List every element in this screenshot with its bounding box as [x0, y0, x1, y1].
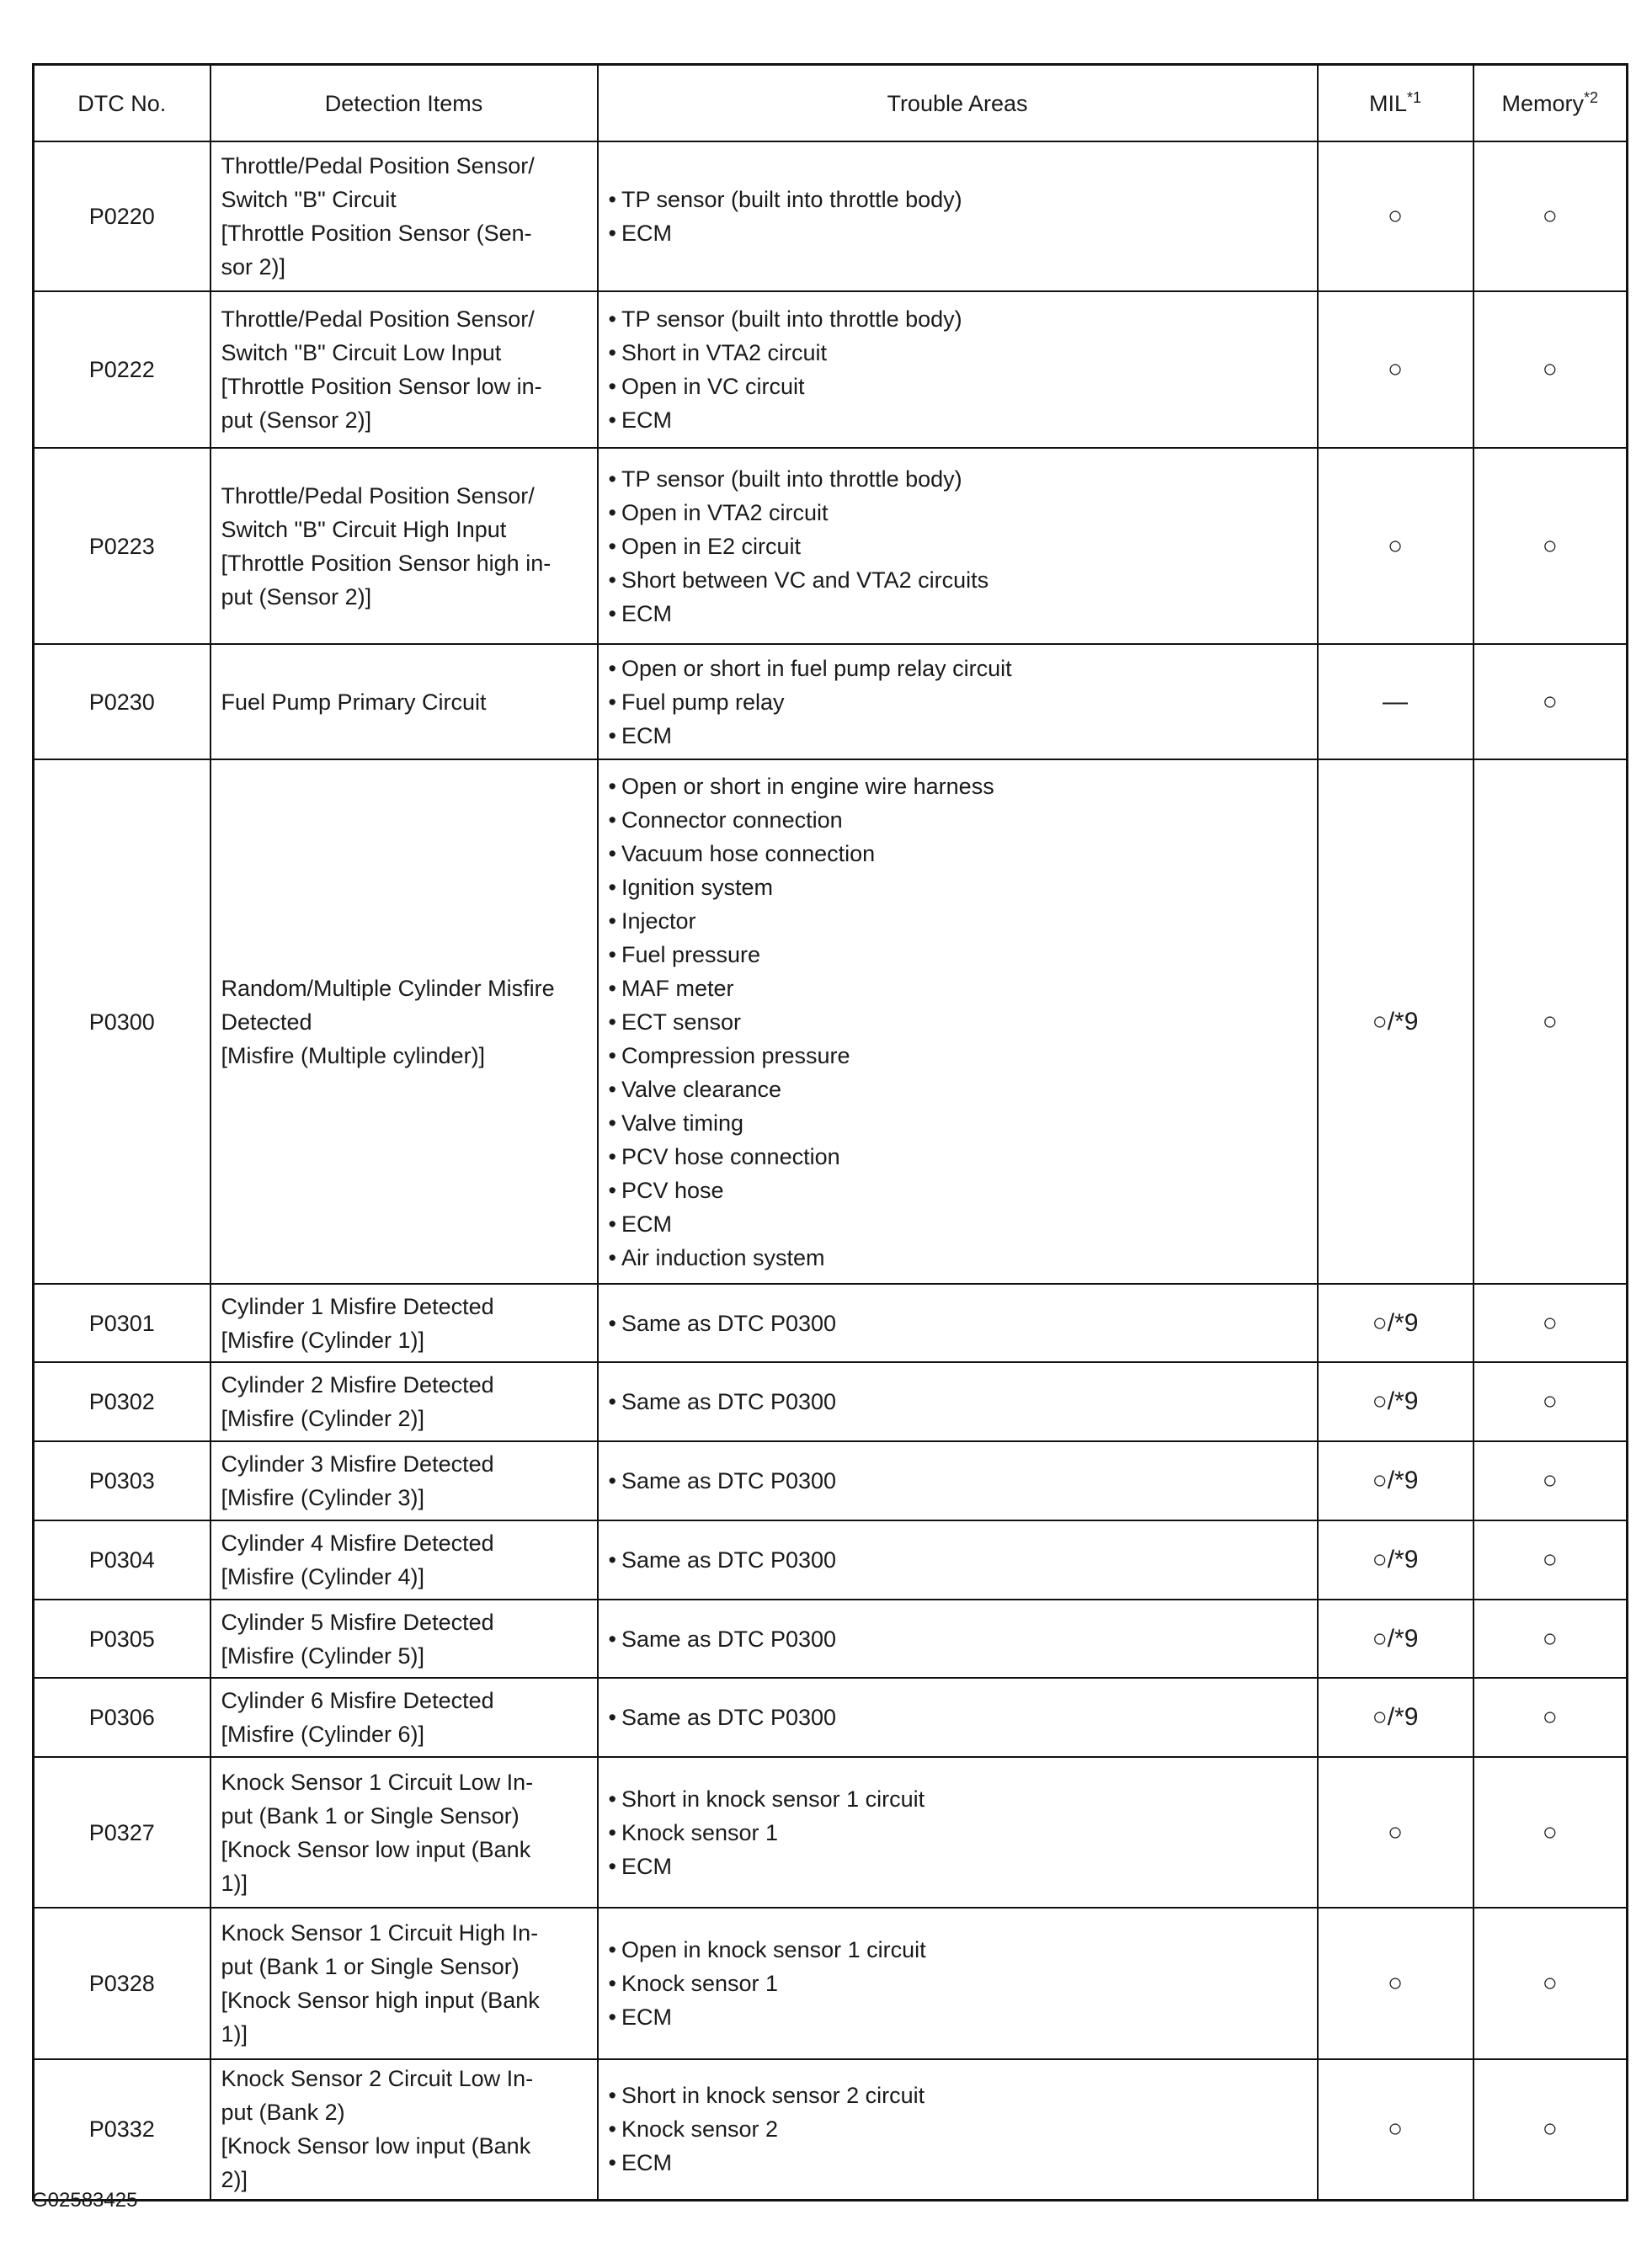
mil-status: [1318, 1757, 1473, 1908]
memory-status: [1473, 448, 1628, 644]
dtc-code: P0305: [34, 1600, 210, 1678]
memory-mark: ○: [1542, 2115, 1558, 2143]
mil-status: [1318, 1678, 1473, 1757]
trouble-area-item: • Short in VTA2 circuit: [609, 336, 1307, 370]
header-trouble-label: Trouble Areas: [887, 90, 1028, 116]
detection-line: put (Sensor 2)]: [221, 583, 372, 610]
trouble-areas: [598, 1362, 1318, 1441]
detection-item: [210, 1441, 598, 1520]
trouble-area-item: • Valve clearance: [609, 1073, 1307, 1106]
mil-mark: ○/*9: [1372, 1007, 1419, 1036]
trouble-area-list: [609, 462, 1307, 631]
table-row: [34, 141, 1628, 291]
trouble-area-item: • Injector: [609, 904, 1307, 938]
dtc-code: P0301: [34, 1284, 210, 1362]
detection-item: [210, 1284, 598, 1362]
trouble-area-item: • Short in knock sensor 2 circuit: [609, 2079, 1307, 2112]
dtc-code: P0220: [34, 141, 210, 291]
detection-line: put (Sensor 2)]: [221, 407, 372, 433]
trouble-area-item: • Same as DTC P0300: [609, 1307, 1307, 1340]
header-mil: [1318, 65, 1473, 142]
memory-status: [1473, 759, 1628, 1284]
trouble-area-item: • MAF meter: [609, 972, 1307, 1005]
table-row: [34, 291, 1628, 448]
trouble-area-item: • TP sensor (built into throttle body): [609, 183, 1307, 216]
detection-line: Random/Multiple Cylinder Misfire: [221, 975, 555, 1001]
trouble-area-item: • Short between VC and VTA2 circuits: [609, 563, 1307, 597]
mil-status: [1318, 1908, 1473, 2059]
detection-line: Cylinder 1 Misfire Detected: [221, 1293, 494, 1319]
dtc-code: P0306: [34, 1678, 210, 1757]
dtc-table: [32, 63, 1628, 2201]
detection-line: [Knock Sensor low input (Bank: [221, 1836, 531, 1862]
memory-mark: ○: [1542, 531, 1558, 560]
memory-mark: ○: [1542, 1969, 1558, 1997]
trouble-area-list: [609, 1933, 1307, 2034]
trouble-area-list: [609, 769, 1307, 1275]
detection-line: put (Bank 1 or Single Sensor): [221, 1802, 520, 1829]
header-memory-footnote: *2: [1584, 88, 1599, 106]
trouble-area-item: • Knock sensor 1: [609, 1967, 1307, 2000]
memory-mark: ○: [1542, 1703, 1558, 1731]
trouble-areas: [598, 644, 1318, 759]
trouble-areas: [598, 1908, 1318, 2059]
trouble-areas: [598, 1520, 1318, 1600]
detection-item: [210, 1908, 598, 2059]
trouble-area-item: • Open in VC circuit: [609, 370, 1307, 403]
memory-status: [1473, 291, 1628, 448]
trouble-areas: [598, 291, 1318, 448]
mil-status: [1318, 141, 1473, 291]
trouble-area-item: • ECM: [609, 216, 1307, 250]
memory-status: [1473, 1600, 1628, 1678]
trouble-area-item: • Same as DTC P0300: [609, 1543, 1307, 1577]
memory-mark: ○: [1542, 202, 1558, 230]
trouble-area-item: • Short in knock sensor 1 circuit: [609, 1782, 1307, 1816]
trouble-area-item: • Same as DTC P0300: [609, 1464, 1307, 1498]
detection-item: [210, 759, 598, 1284]
header-dtc-label: DTC No.: [77, 90, 167, 116]
memory-status: [1473, 1441, 1628, 1520]
mil-mark: ○/*9: [1372, 1624, 1419, 1653]
detection-line: Switch "B" Circuit High Input: [221, 516, 507, 542]
trouble-area-item: • ECM: [609, 2000, 1307, 2034]
dtc-code: P0332: [34, 2059, 210, 2200]
table-row: [34, 1362, 1628, 1441]
detection-item: [210, 1520, 598, 1600]
trouble-areas: [598, 1284, 1318, 1362]
dtc-code: P0300: [34, 759, 210, 1284]
table-row: [34, 759, 1628, 1284]
detection-line: Switch "B" Circuit Low Input: [221, 340, 502, 365]
trouble-area-list: [609, 302, 1307, 437]
detection-item: [210, 1362, 598, 1441]
detection-line: Cylinder 4 Misfire Detected: [221, 1531, 494, 1556]
trouble-areas: [598, 448, 1318, 644]
detection-line: [Misfire (Cylinder 5)]: [221, 1642, 425, 1669]
mil-mark: ○/*9: [1372, 1387, 1419, 1415]
mil-mark: ○: [1387, 2115, 1404, 2143]
memory-mark: ○: [1542, 1308, 1558, 1337]
header-detection-label: Detection Items: [324, 90, 483, 116]
figure-id: G02583425: [32, 2189, 138, 2212]
trouble-areas: [598, 2059, 1318, 2200]
detection-line: [Throttle Position Sensor low in-: [221, 374, 542, 399]
memory-status: [1473, 1757, 1628, 1908]
mil-status: [1318, 2059, 1473, 2200]
trouble-area-item: • Fuel pressure: [609, 938, 1307, 972]
trouble-area-item: • TP sensor (built into throttle body): [609, 302, 1307, 336]
detection-line: [Misfire (Cylinder 6)]: [221, 1722, 425, 1747]
dtc-code: P0223: [34, 448, 210, 644]
trouble-area-item: • Air induction system: [609, 1241, 1307, 1275]
table-body: [34, 141, 1628, 2200]
trouble-area-item: • ECM: [609, 597, 1307, 631]
header-dtc: [34, 65, 210, 142]
trouble-area-item: • ECT sensor: [609, 1005, 1307, 1039]
detection-item: [210, 644, 598, 759]
trouble-area-item: • Ignition system: [609, 870, 1307, 904]
detection-line: [Misfire (Cylinder 1)]: [221, 1327, 425, 1353]
memory-mark: ○: [1542, 1387, 1558, 1415]
detection-line: 1)]: [221, 1870, 248, 1896]
memory-status: [1473, 141, 1628, 291]
detection-item: [210, 291, 598, 448]
detection-line: 2)]: [221, 2167, 248, 2193]
mil-mark: ○/*9: [1372, 1546, 1419, 1573]
trouble-areas: [598, 1441, 1318, 1520]
trouble-area-item: • Compression pressure: [609, 1039, 1307, 1073]
trouble-area-item: • PCV hose: [609, 1174, 1307, 1207]
mil-mark: ○: [1387, 202, 1404, 230]
dtc-code: P0303: [34, 1441, 210, 1520]
dtc-code: P0230: [34, 644, 210, 759]
trouble-area-item: • Knock sensor 2: [609, 2112, 1307, 2146]
header-trouble: [598, 65, 1318, 142]
trouble-area-item: • Open in E2 circuit: [609, 530, 1307, 563]
trouble-area-item: • TP sensor (built into throttle body): [609, 462, 1307, 496]
detection-line: Knock Sensor 1 Circuit High In-: [221, 1920, 539, 1946]
memory-status: [1473, 1520, 1628, 1600]
table-row: [34, 1600, 1628, 1678]
detection-line: [Throttle Position Sensor high in-: [221, 550, 552, 576]
trouble-areas: [598, 141, 1318, 291]
detection-item: [210, 141, 598, 291]
detection-line: [Misfire (Cylinder 3)]: [221, 1485, 425, 1510]
mil-status: [1318, 1284, 1473, 1362]
mil-status: [1318, 644, 1473, 759]
trouble-area-item: • Open in knock sensor 1 circuit: [609, 1933, 1307, 1967]
trouble-area-item: • ECM: [609, 403, 1307, 437]
trouble-areas: [598, 1757, 1318, 1908]
trouble-area-item: • Open or short in fuel pump relay circuit: [609, 652, 1307, 685]
detection-item: [210, 1757, 598, 1908]
table-row: [34, 1908, 1628, 2059]
detection-line: Throttle/Pedal Position Sensor/: [221, 153, 535, 178]
detection-line: Knock Sensor 2 Circuit Low In-: [221, 2066, 534, 2092]
detection-line: Detected: [221, 1009, 312, 1035]
trouble-area-list: [609, 183, 1307, 250]
memory-mark: ○: [1542, 1007, 1558, 1036]
detection-line: Throttle/Pedal Position Sensor/: [221, 306, 535, 332]
memory-status: [1473, 2059, 1628, 2200]
mil-mark: ○/*9: [1372, 1308, 1419, 1337]
trouble-area-list: [609, 1307, 1307, 1340]
table-row: [34, 644, 1628, 759]
detection-line: put (Bank 2): [221, 2100, 345, 2126]
header-memory: [1473, 65, 1628, 142]
detection-item: [210, 2059, 598, 2200]
detection-item: [210, 448, 598, 644]
detection-line: Cylinder 3 Misfire Detected: [221, 1451, 494, 1477]
trouble-area-item: • ECM: [609, 2146, 1307, 2180]
trouble-area-list: [609, 1385, 1307, 1419]
memory-status: [1473, 1362, 1628, 1441]
mil-mark: ○/*9: [1372, 1467, 1419, 1494]
detection-line: Switch "B" Circuit: [221, 187, 397, 212]
trouble-area-item: • ECM: [609, 1850, 1307, 1883]
detection-line: [Knock Sensor high input (Bank: [221, 1988, 540, 2013]
dtc-code: P0327: [34, 1757, 210, 1908]
memory-status: [1473, 1678, 1628, 1757]
mil-status: [1318, 448, 1473, 644]
header-mil-label: MIL: [1368, 90, 1407, 116]
detection-line: sor 2)]: [221, 254, 286, 280]
table-row: [34, 1284, 1628, 1362]
mil-status: [1318, 291, 1473, 448]
memory-mark: ○: [1542, 1818, 1558, 1846]
trouble-area-item: • Open or short in engine wire harness: [609, 769, 1307, 803]
dtc-code: P0222: [34, 291, 210, 448]
detection-line: put (Bank 1 or Single Sensor): [221, 1954, 520, 1979]
dtc-code: P0328: [34, 1908, 210, 2059]
mil-mark: ○: [1387, 1818, 1404, 1846]
header-detection: [210, 65, 598, 142]
mil-mark: ○/*9: [1372, 1703, 1419, 1731]
trouble-area-list: [609, 652, 1307, 753]
trouble-area-item: • ECM: [609, 1207, 1307, 1241]
detection-line: Throttle/Pedal Position Sensor/: [221, 482, 535, 508]
trouble-area-item: • Fuel pump relay: [609, 685, 1307, 719]
detection-line: [Misfire (Cylinder 4)]: [221, 1564, 425, 1589]
trouble-area-list: [609, 1701, 1307, 1734]
memory-mark: ○: [1542, 1624, 1558, 1653]
table-row: [34, 2059, 1628, 2200]
trouble-area-item: • Same as DTC P0300: [609, 1622, 1307, 1656]
table-row: [34, 1757, 1628, 1908]
trouble-area-list: [609, 1543, 1307, 1577]
header-mil-footnote: *1: [1407, 88, 1422, 106]
mil-status: [1318, 1362, 1473, 1441]
trouble-area-item: • Connector connection: [609, 803, 1307, 837]
detection-line: [Knock Sensor low input (Bank: [221, 2133, 531, 2159]
header-row: [34, 65, 1628, 142]
table-row: [34, 1441, 1628, 1520]
mil-mark: ○: [1387, 355, 1404, 383]
trouble-area-list: [609, 1622, 1307, 1656]
mil-mark: —: [1383, 687, 1408, 716]
detection-line: [Misfire (Multiple cylinder)]: [221, 1042, 486, 1068]
memory-mark: ○: [1542, 1546, 1558, 1573]
table-row: [34, 1678, 1628, 1757]
trouble-area-item: • Open in VTA2 circuit: [609, 496, 1307, 530]
trouble-area-list: [609, 1782, 1307, 1883]
memory-status: [1473, 644, 1628, 759]
detection-item: [210, 1600, 598, 1678]
trouble-area-item: • Same as DTC P0300: [609, 1701, 1307, 1734]
header-memory-label: Memory: [1501, 90, 1584, 116]
mil-status: [1318, 1600, 1473, 1678]
trouble-area-item: • Same as DTC P0300: [609, 1385, 1307, 1419]
dtc-code: P0302: [34, 1362, 210, 1441]
mil-status: [1318, 759, 1473, 1284]
detection-line: Fuel Pump Primary Circuit: [221, 689, 487, 715]
detection-line: 1)]: [221, 2021, 248, 2047]
trouble-area-list: [609, 1464, 1307, 1498]
memory-mark: ○: [1542, 355, 1558, 383]
memory-mark: ○: [1542, 687, 1558, 716]
mil-mark: ○: [1387, 1969, 1404, 1997]
detection-line: Knock Sensor 1 Circuit Low In-: [221, 1769, 534, 1795]
table-row: [34, 448, 1628, 644]
dtc-code: P0304: [34, 1520, 210, 1600]
trouble-area-item: • Knock sensor 1: [609, 1816, 1307, 1850]
memory-status: [1473, 1908, 1628, 2059]
trouble-area-item: • Vacuum hose connection: [609, 837, 1307, 870]
trouble-area-item: • PCV hose connection: [609, 1140, 1307, 1174]
trouble-areas: [598, 759, 1318, 1284]
table-row: [34, 1520, 1628, 1600]
trouble-area-item: • Valve timing: [609, 1106, 1307, 1140]
detection-item: [210, 1678, 598, 1757]
detection-line: Cylinder 2 Misfire Detected: [221, 1372, 494, 1398]
detection-line: Cylinder 5 Misfire Detected: [221, 1609, 494, 1635]
detection-line: Cylinder 6 Misfire Detected: [221, 1688, 494, 1713]
mil-status: [1318, 1441, 1473, 1520]
trouble-area-item: • ECM: [609, 719, 1307, 753]
memory-mark: ○: [1542, 1467, 1558, 1494]
memory-status: [1473, 1284, 1628, 1362]
detection-line: [Misfire (Cylinder 2)]: [221, 1406, 425, 1431]
trouble-areas: [598, 1600, 1318, 1678]
mil-mark: ○: [1387, 531, 1404, 560]
mil-status: [1318, 1520, 1473, 1600]
detection-line: [Throttle Position Sensor (Sen-: [221, 221, 532, 246]
trouble-areas: [598, 1678, 1318, 1757]
trouble-area-list: [609, 2079, 1307, 2180]
